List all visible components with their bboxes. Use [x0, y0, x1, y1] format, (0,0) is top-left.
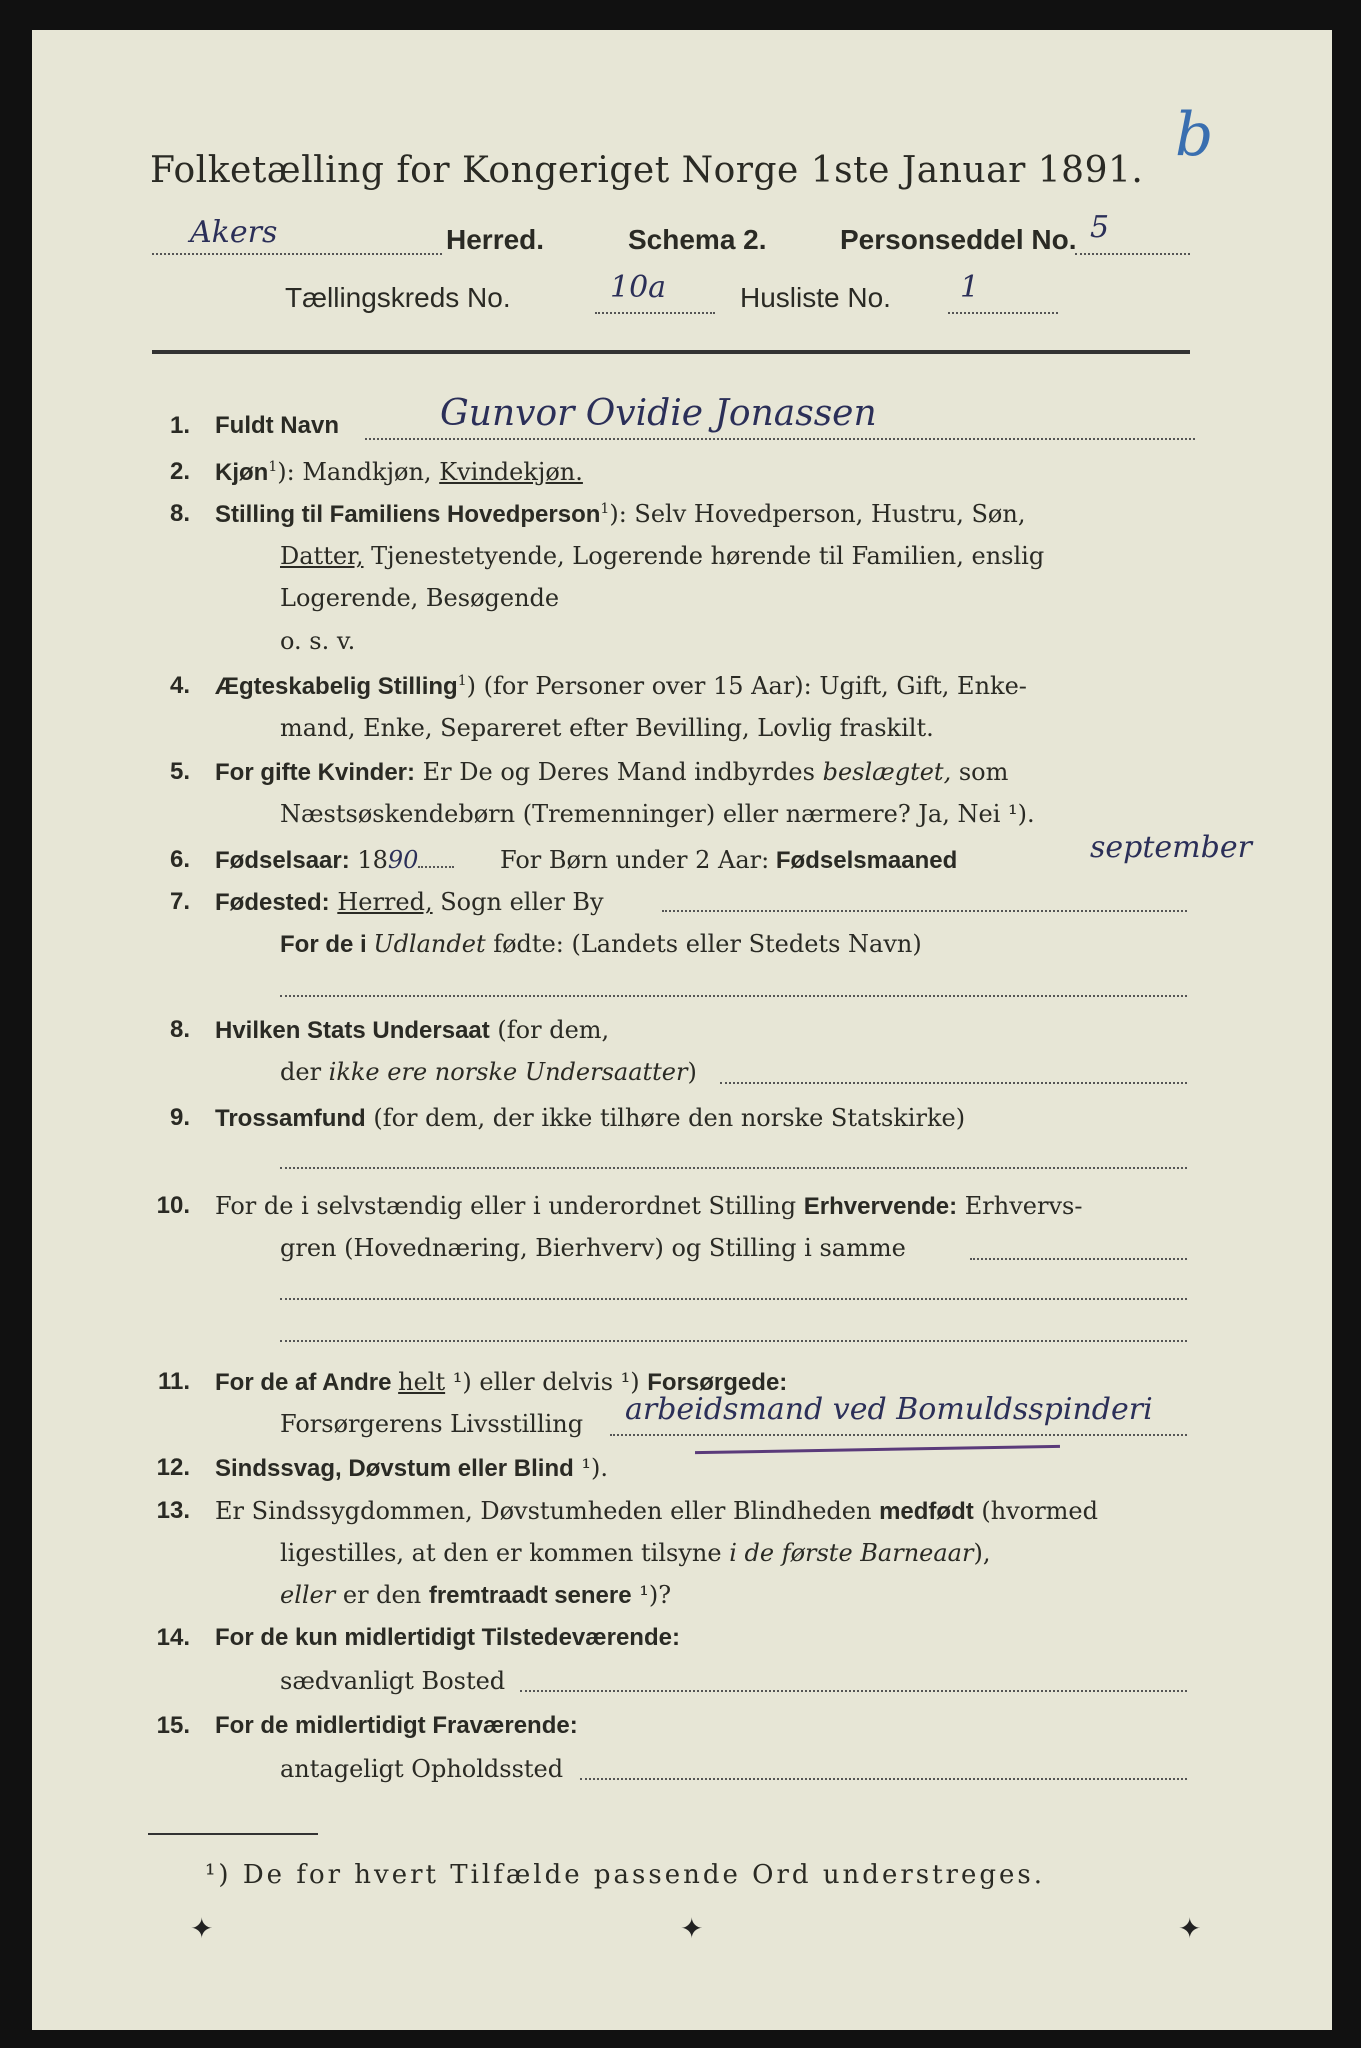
- item-14-line-2: sædvanligt Bosted: [280, 1667, 506, 1695]
- full-name-value: Gunvor Ovidie Jonassen: [440, 393, 877, 434]
- item-13-line-2: ligestilles, at den er kommen tilsyne i de første Barneaar),: [280, 1539, 991, 1567]
- item-10-line-2: gren (Hovednæring, Bierhverv) og Stilling i samme: [280, 1234, 906, 1262]
- binding-mark-left: ✦: [190, 1912, 214, 1945]
- husliste-label: Husliste No.: [740, 282, 891, 313]
- header-rule: [152, 350, 1190, 354]
- item-2-number: 2.: [169, 458, 190, 485]
- item-1-number: 1.: [169, 412, 190, 439]
- item-1-label: Fuldt Navn: [215, 412, 339, 439]
- item-8-number: 8.: [169, 1016, 190, 1043]
- item-12-line: Sindssvag, Døvstum eller Blind ¹).: [215, 1454, 609, 1482]
- helt-option-underlined: helt: [398, 1368, 446, 1396]
- kvindekjon-option-underlined: Kvindekjøn.: [439, 458, 583, 486]
- item-12-number: 12.: [156, 1454, 190, 1481]
- item-5-number: 5.: [169, 758, 190, 785]
- item-3-line-1: Stilling til Familiens Hovedperson$^1$): Selv Hovedperson, Hustru, Søn,: [215, 500, 1026, 528]
- item-11-line-1: For de af Andre helt ¹) eller delvis ¹) Forsørgede:: [215, 1368, 788, 1396]
- binding-mark-right: ✦: [1178, 1912, 1202, 1945]
- form-title: Folketælling for Kongeriget Norge 1ste Januar 1891.: [150, 150, 1144, 191]
- item-8-line-1: Hvilken Stats Undersaat (for dem,: [215, 1016, 610, 1044]
- corner-handwritten-mark: b: [1175, 100, 1214, 170]
- item-14-label: For de kun midlertidigt Tilstedeværende:: [215, 1624, 680, 1651]
- item-6-line: Fødselsaar: 1890: [215, 846, 454, 875]
- item-9-line: Trossamfund (for dem, der ikke tilhøre den norske Statskirke): [215, 1104, 966, 1132]
- item-11-number: 11.: [157, 1368, 190, 1395]
- item-10-number: 10.: [156, 1192, 190, 1219]
- personseddel-value: 5: [1090, 210, 1110, 245]
- item-3-line-4: o. s. v.: [280, 627, 356, 655]
- birth-month-value: september: [1090, 830, 1252, 865]
- item-4-line-1: Ægteskabelig Stilling$^1$) (for Personer over 15 Aar): Ugift, Gift, Enke-: [215, 672, 1027, 700]
- item-6-line-2: For Børn under 2 Aar: Fødselsmaaned: [500, 846, 958, 874]
- birth-year-value: 90: [387, 846, 419, 874]
- item-14-number: 14.: [156, 1624, 190, 1651]
- item-7-number: 7.: [169, 888, 190, 915]
- item-13-number: 13.: [156, 1497, 190, 1524]
- item-15-label: For de midlertidigt Fraværende:: [215, 1712, 578, 1739]
- item-6-number: 6.: [169, 846, 190, 873]
- item-3-line-2: Datter, Tjenestetyende, Logerende hørende til Familien, enslig: [280, 542, 1045, 570]
- husliste-value: 1: [960, 270, 980, 305]
- item-9-number: 9.: [169, 1104, 190, 1131]
- item-7-line-2: For de i Udlandet fødte: (Landets eller Stedets Navn): [280, 930, 922, 958]
- item-2-line: Kjøn$^1$): Mandkjøn, Kvindekjøn.: [215, 458, 583, 486]
- herred-label: Herred.: [446, 224, 545, 255]
- item-3-line-3: Logerende, Besøgende: [280, 584, 560, 612]
- item-4-line-2: mand, Enke, Separeret efter Bevilling, Lovlig fraskilt.: [280, 714, 934, 742]
- item-13-line-1: Er Sindssygdommen, Døvstumheden eller Blindheden medfødt (hvormed: [215, 1497, 1098, 1525]
- kreds-label: Tællingskreds No.: [285, 282, 511, 313]
- datter-option-underlined: Datter,: [280, 542, 364, 570]
- item-15-line-2: antageligt Opholdssted: [280, 1755, 564, 1783]
- item-4-number: 4.: [169, 672, 190, 699]
- footnote-rule: [148, 1833, 318, 1835]
- binding-mark-center: ✦: [680, 1912, 704, 1945]
- item-7-line-1: Fødested: Herred, Sogn eller By: [215, 888, 604, 916]
- provider-occupation-value: arbeidsmand ved Bomuldsspinderi: [625, 1392, 1153, 1427]
- item-13-line-3: eller er den fremtraadt senere ¹)?: [280, 1581, 672, 1609]
- item-5-line-2: Næstsøskendebørn (Tremenninger) eller nærmere? Ja, Nei ¹).: [280, 800, 1035, 828]
- item-5-line-1: For gifte Kvinder: Er De og Deres Mand indbyrdes beslægtet, som: [215, 758, 1009, 786]
- item-3-number: 8.: [169, 500, 190, 527]
- herred-value: Akers: [190, 215, 278, 250]
- item-10-line-1: For de i selvstændig eller i underordnet Stilling Erhvervende: Erhvervs-: [215, 1192, 1083, 1220]
- kreds-value: 10a: [610, 270, 667, 305]
- schema-label: Schema 2.: [628, 224, 767, 255]
- footnote: ¹) De for hvert Tilfælde passende Ord understreges.: [205, 1860, 1046, 1890]
- item-15-number: 15.: [156, 1712, 190, 1739]
- personseddel-label: Personseddel No.: [840, 224, 1077, 255]
- item-11-line-2: Forsørgerens Livsstilling: [280, 1410, 584, 1438]
- item-8-line-2: der ikke ere norske Undersaatter): [280, 1058, 697, 1086]
- herred-option-underlined: Herred,: [337, 888, 433, 916]
